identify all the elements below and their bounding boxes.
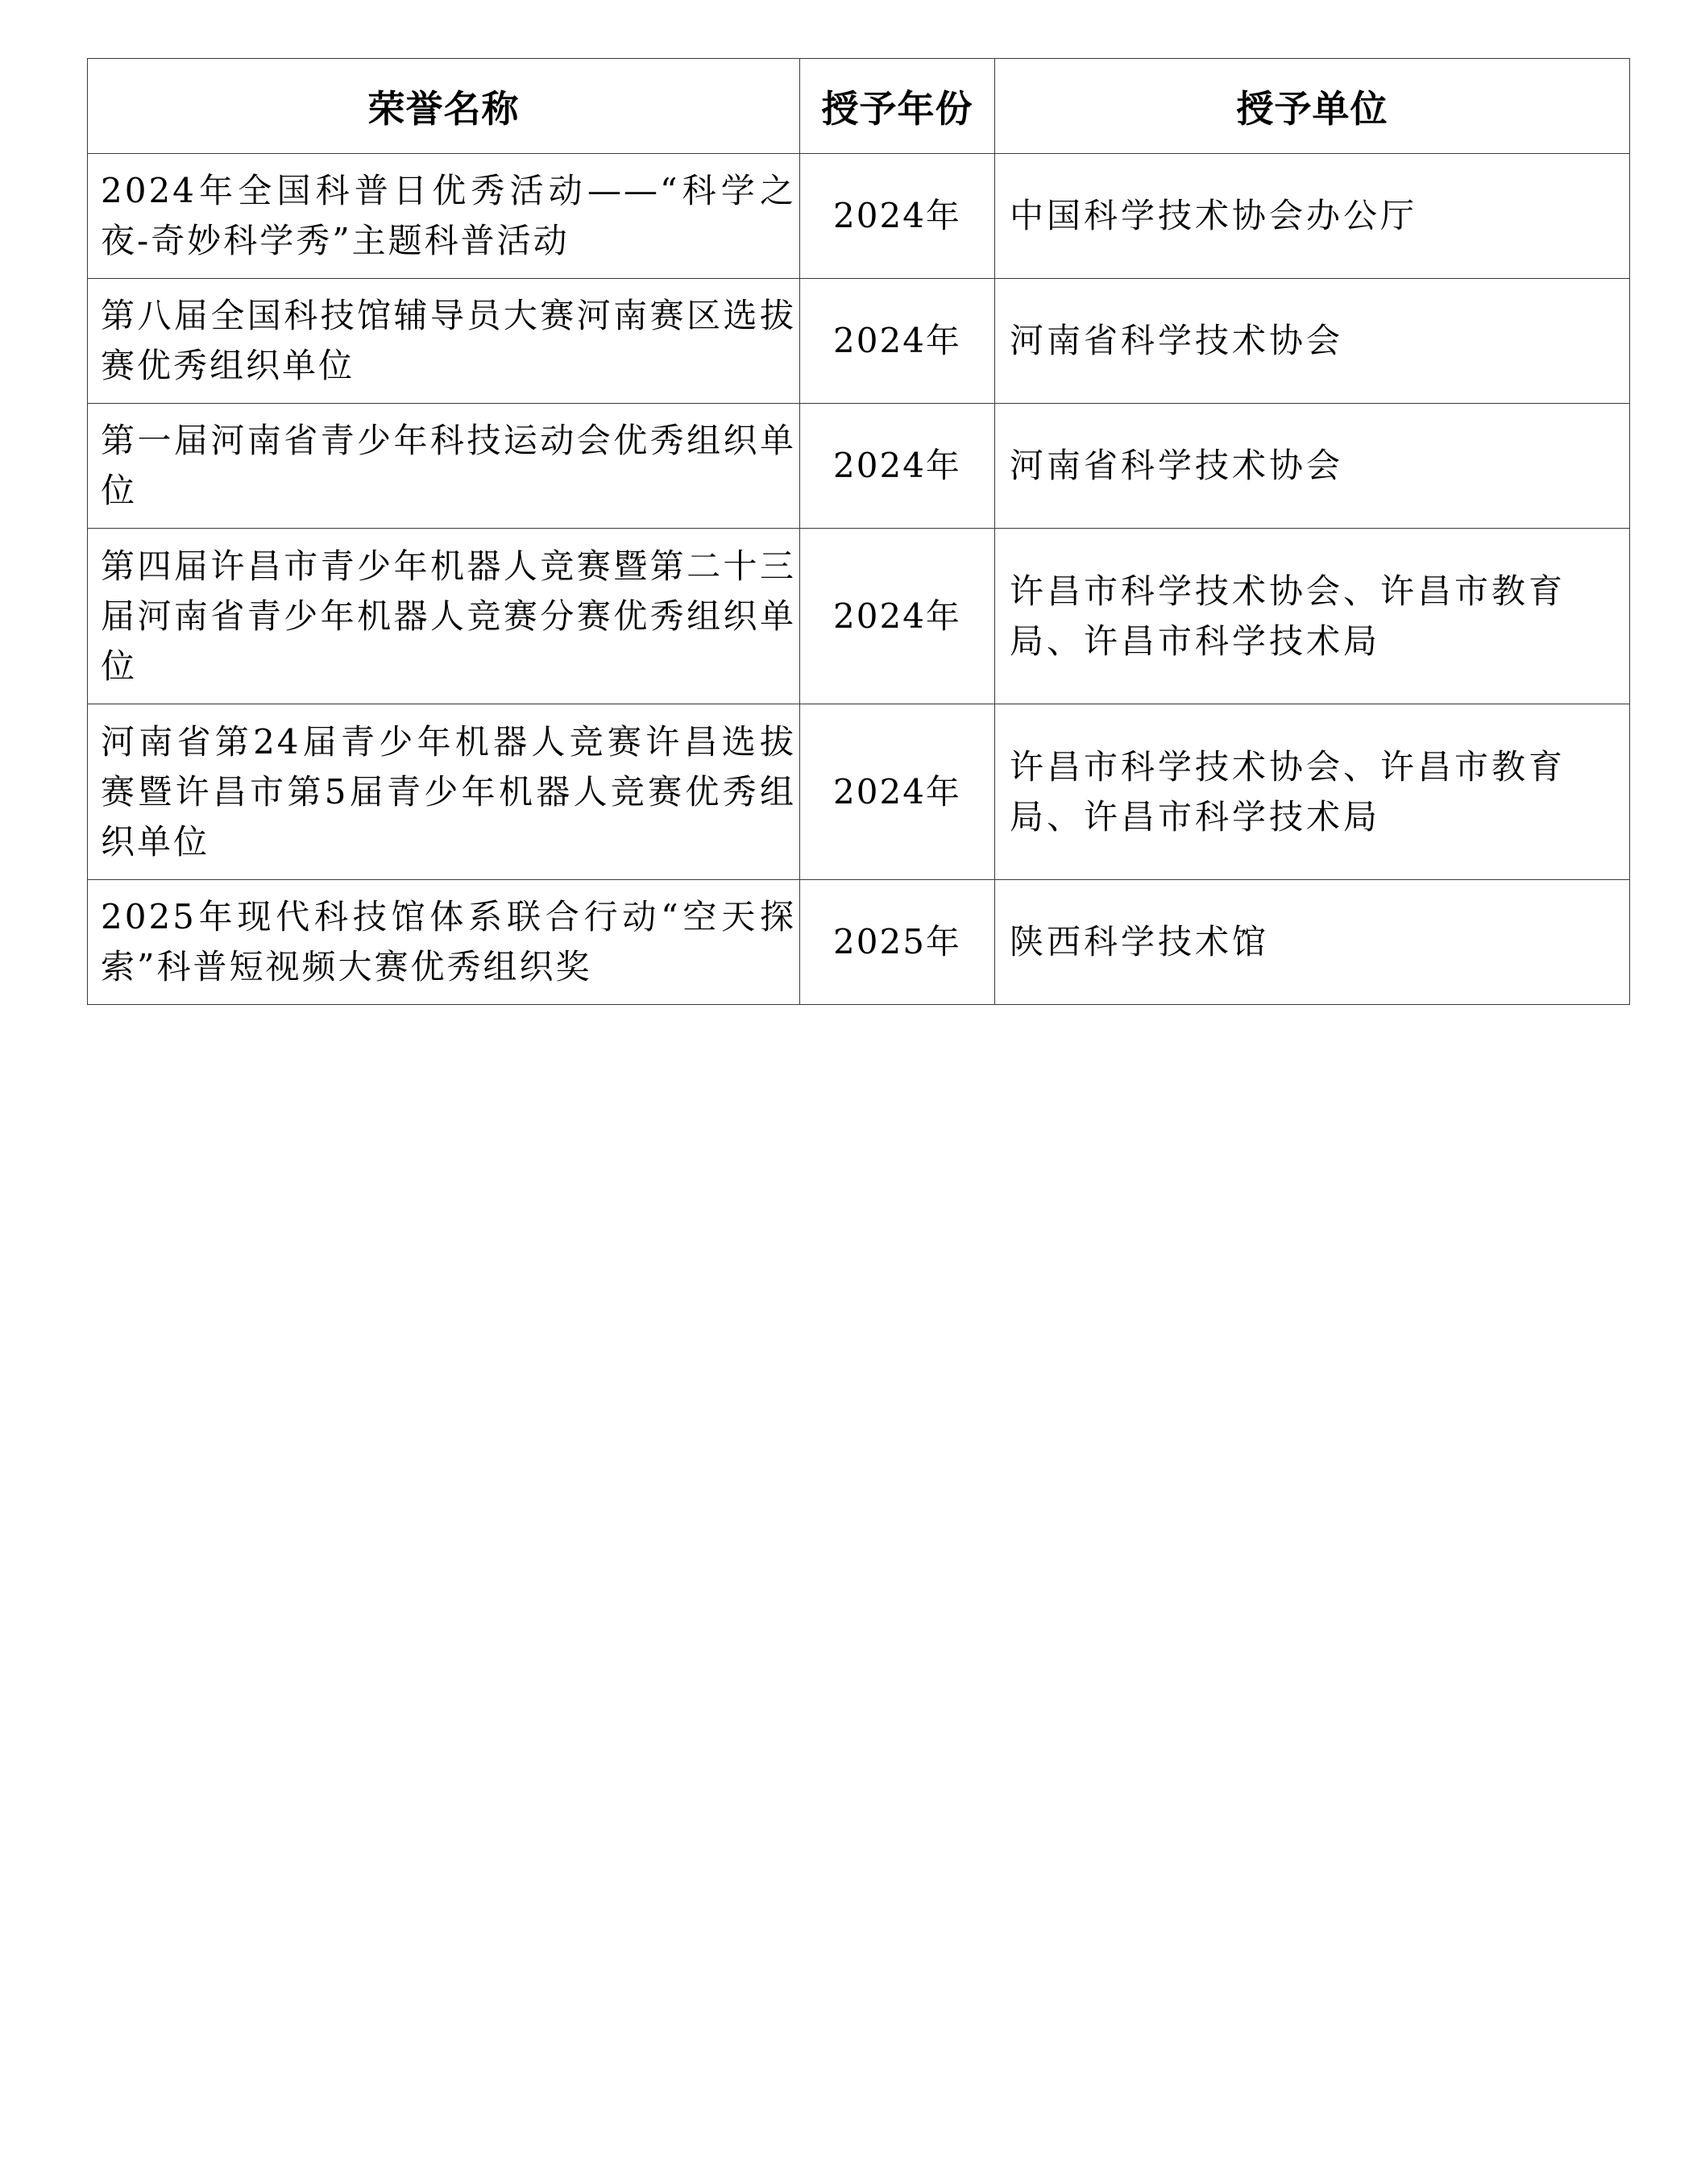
table-row bbox=[88, 404, 1630, 529]
award-year-cell: 2024年 bbox=[800, 704, 995, 880]
header-awarding-unit: 授予单位 bbox=[995, 59, 1630, 154]
table-header-row bbox=[88, 59, 1630, 154]
header-honor-name: 荣誉名称 bbox=[88, 59, 800, 154]
award-year-cell: 2024年 bbox=[800, 404, 995, 529]
table-row bbox=[88, 279, 1630, 404]
awarding-unit-cell: 河南省科学技术协会 bbox=[995, 404, 1630, 529]
awarding-unit-cell: 中国科学技术协会办公厅 bbox=[995, 154, 1630, 279]
honor-name-cell: 2024年全国科普日优秀活动——“科学之夜-奇妙科学秀”主题科普活动 bbox=[88, 154, 800, 279]
awarding-unit-cell: 许昌市科学技术协会、许昌市教育局、许昌市科学技术局 bbox=[995, 704, 1630, 880]
awarding-unit-cell: 河南省科学技术协会 bbox=[995, 279, 1630, 404]
honor-name-cell: 第八届全国科技馆辅导员大赛河南赛区选拔赛优秀组织单位 bbox=[88, 279, 800, 404]
award-year-cell: 2024年 bbox=[800, 529, 995, 704]
header-award-year: 授予年份 bbox=[800, 59, 995, 154]
honor-name-cell: 2025年现代科技馆体系联合行动“空天探索”科普短视频大赛优秀组织奖 bbox=[88, 880, 800, 1005]
honors-table bbox=[87, 58, 1630, 1005]
table-row bbox=[88, 154, 1630, 279]
award-year-cell: 2024年 bbox=[800, 154, 995, 279]
table-row bbox=[88, 529, 1630, 704]
table-row bbox=[88, 880, 1630, 1005]
awarding-unit-cell: 陕西科学技术馆 bbox=[995, 880, 1630, 1005]
award-year-cell: 2024年 bbox=[800, 279, 995, 404]
honor-name-cell: 第一届河南省青少年科技运动会优秀组织单位 bbox=[88, 404, 800, 529]
table-row bbox=[88, 704, 1630, 880]
honor-name-cell: 河南省第24届青少年机器人竞赛许昌选拔赛暨许昌市第5届青少年机器人竞赛优秀组织单位 bbox=[88, 704, 800, 880]
award-year-cell: 2025年 bbox=[800, 880, 995, 1005]
awarding-unit-cell: 许昌市科学技术协会、许昌市教育局、许昌市科学技术局 bbox=[995, 529, 1630, 704]
honor-name-cell: 第四届许昌市青少年机器人竞赛暨第二十三届河南省青少年机器人竞赛分赛优秀组织单位 bbox=[88, 529, 800, 704]
